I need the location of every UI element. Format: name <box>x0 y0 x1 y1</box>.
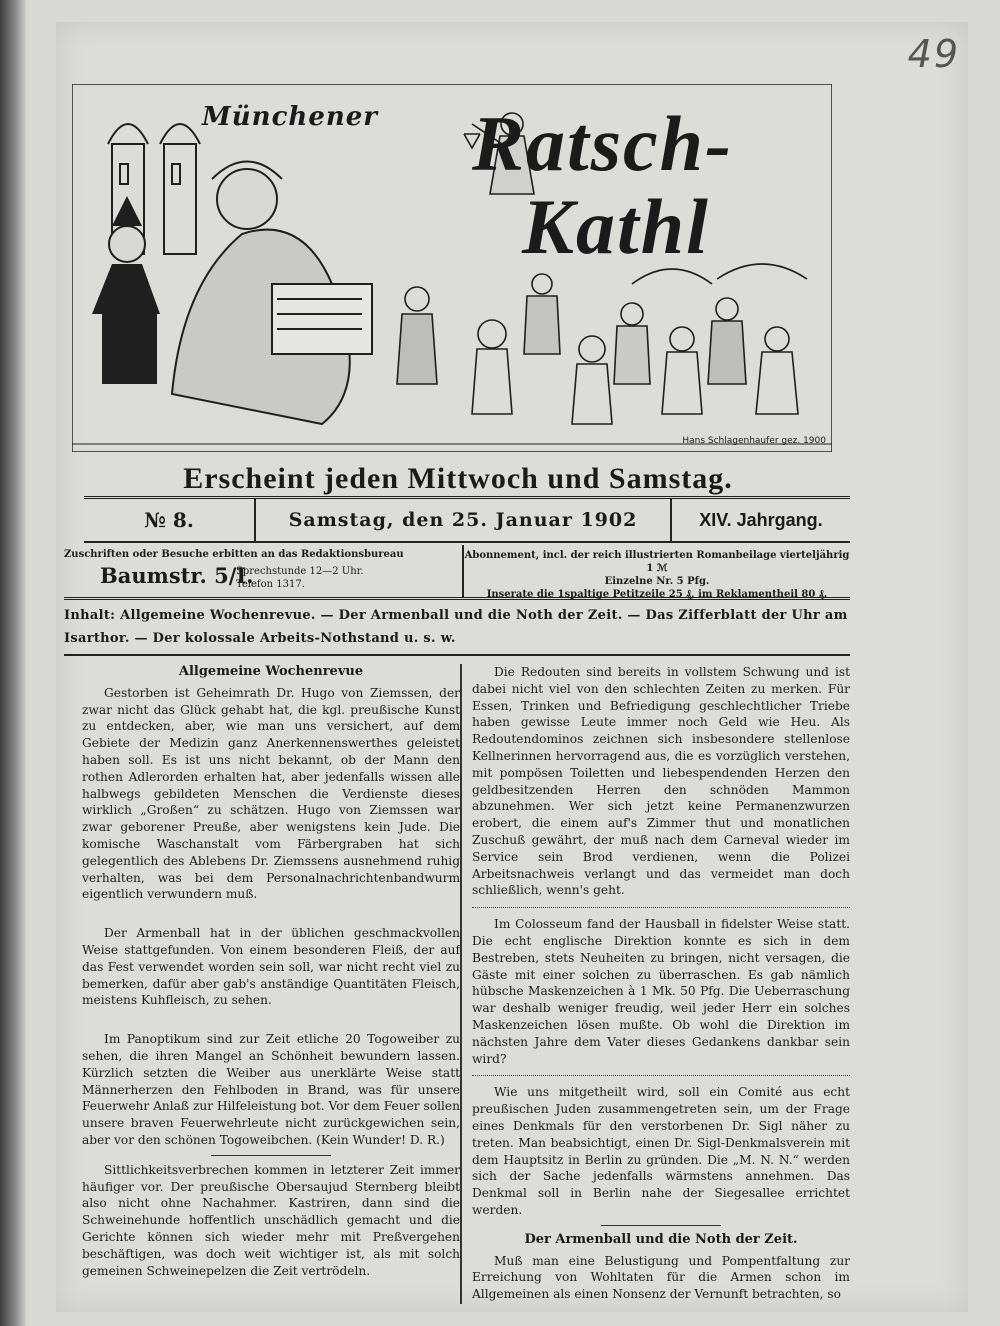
masthead-kicker: Münchener <box>202 102 379 132</box>
masthead-credit: Hans Schlagenhaufer gez. 1900 <box>682 436 826 446</box>
office-hours <box>236 565 364 591</box>
issue-date: Samstag, den 25. Januar 1902 <box>256 499 672 541</box>
section-rule <box>211 1155 331 1156</box>
issue-bar <box>84 496 850 543</box>
advertising-rates: Inserate die 1spaltige Petitzeile 25 ₰, im Reklamentheil 80 ₰. <box>486 589 828 600</box>
table-of-contents: Inhalt: Allgemeine Wochenrevue. — Der Armenball und die Noth der Zeit. — Das Zifferblatt der Uhr am Isarthor. — Der kolossale Arbeits-Nothstand u. s. w. <box>64 608 848 646</box>
paragraph: Die Redouten sind bereits in vollstem Schwung und ist dabei nicht viel von den schlechten Zeiten zu merken. Für Essen, Trinken und Befriedigung geschlechtlicher Triebe haben gewisse Leute immer noch Geld wie Heu. Als Redoutendominos zeichnen sich insbesondere stellenlose Kellnerinnen hervorragend aus, die es vorzüglich verstehen, mit pompösen Toiletten und liebespendenden Herzen den geldbesitzenden Herren den schnöden Mammon abzunehmen. Wer sich jetzt keine Permanenzwurzen erobert, die einem auf's Zimmer thut und monatlichen Zuschuß gewährt, der muß nach dem Carneval wieder im Service sein Brod verdienen, wenn die Polizei Arbeitsnachweis verlangt und das vermeidet man doch schließlich, wenn's geht. <box>472 665 850 898</box>
column-divider <box>460 664 462 1304</box>
editorial-contact <box>64 545 464 597</box>
paragraph: Der Armenball hat in der üblichen geschmackvollen Weise stattgefunden. Von einem besonderen Fleiß, der auf das Fest verwendet worden sein soll, war nicht recht viel zu bemerken, dafür aber gab's anständige Quantitäten Fleisch, meistens Kuhfleisch, zu sehen. <box>82 926 460 1008</box>
spacer <box>82 1009 460 1031</box>
paragraph: Sittlichkeitsverbrechen kommen in letzterer Zeit immer häufiger vor. Der preußische Obersaujud Sternberg bleibt also nicht ohne Nachahmer. Kastriren, dann sind die Schweinehunde hoffentlich unschädlich gemacht und die Gerichte können sich wieder mehr mit Preßvergehen beschäftigen, was doch weit wichtiger ist, als mit solch gemeinen Schweinepelzen die Zeit vertrödeln. <box>82 1162 460 1278</box>
subscription-info <box>464 545 850 600</box>
issue-volume: XIV. Jahrgang. <box>699 509 823 530</box>
section-rule <box>472 907 850 908</box>
toc-divider <box>64 654 850 656</box>
section-rule <box>601 1225 721 1226</box>
handwritten-page-number: 49 <box>907 32 960 76</box>
scan-binding-edge <box>0 0 26 1326</box>
subscription-price: Abonnement, incl. der reich illustrierten Romanbeilage vierteljährig 1 ℳ <box>464 550 850 574</box>
paragraph: Im Colosseum fand der Hausball in fidelster Weise statt. Die echt englische Direktion konnte es sich in dem Bestreben, stets Neuheiten zu bringen, nicht versagen, die Gäste mit einer solchen zu überraschen. Es gab nämlich hübsche Maskenzeichen à 1 Mk. 50 Pfg. Die Ueberraschung war deshalb weniger freudig, weil jeder Herr ein solches Maskenzeichen lösen mußte. Ob wohl die Direktion im nächsten Jahre dem Vater dieses Gedankens dankbar sein wird? <box>472 917 850 1066</box>
contact-line: Zuschriften oder Besuche erbitten an das Redaktionsbureau <box>64 549 404 560</box>
single-issue-price: Einzelne Nr. 5 Pfg. <box>604 576 710 587</box>
office-hours-text: Sprechstunde 12—2 Uhr. <box>236 566 364 577</box>
article-heading-wochenrevue: Allgemeine Wochenrevue <box>178 664 364 679</box>
paragraph: Gestorben ist Geheimrath Dr. Hugo von Ziemssen, der zwar nicht das Glück gehabt hat, die kgl. preußische Kunst zu entdecken, aber, wie man uns versichert, auf dem Gebiete der Medizin ganz Anerkennenswerthes geleistet haben soll. Es ist uns nicht bekannt, ob der Mann den rothen Adlerorden erhalten hat, aber jedenfalls wissen alle halbwegs gebildeten Menschen die Verdienste dieses wirklich „Großen“ zu schätzen. Hugo von Ziemssen war zwar geborener Preuße, aber wenigstens kein Jude. Die komische Waschanstalt vom Färbergraben hat sich gelegentlich des Ablebens Dr. Ziemssens ausnehmend ruhig verhalten, was bei dem Personalnachrichtenbandwurm eigentlich verwundern muß. <box>82 685 460 902</box>
paragraph: Muß man eine Belustigung und Pompentfaltung zur Erreichung von Wohltaten für die Armen schon im Allgemeinen als einen Nonsenz der Vernunft betrachten, so <box>472 1253 850 1302</box>
paragraph: Im Panoptikum sind zur Zeit etliche 20 Togoweiber zu sehen, die ihren Mangel an Schönheit bewundern lassen. Kürzlich setzten die Weiber aus unerklärte Weise statt Männerherzen den Fehlboden in Brand, was für unsere Feuerwehr Anlaß zur Hilfeleistung bot. Vor dem Feuer sollen unsere braven Feuerwehrleute nicht zurückgewichen sein, aber vor den schönen Togoweibchen. (Kein Wunder! D. R.) <box>82 1032 460 1147</box>
office-address: Baumstr. 5/I. <box>100 563 254 588</box>
paragraph: Wie uns mitgetheilt wird, soll ein Comité aus echt preußischen Juden zusammengetreten sein, um der Frage eines Denkmals für den verstorbenen Dr. Sigl näher zu treten. Man beabsichtigt, einen Dr. Sigl-Denkmalsverein mit dem Hauptsitz in Berlin zu gründen. Die „M. N. N.“ werden sich der Sache jedenfalls wärmstens annehmen. Das Denkmal soll in Berlin nahe der Siegesallee errichtet werden. <box>472 1085 850 1217</box>
masthead <box>72 64 832 454</box>
section-rule <box>472 1075 850 1076</box>
masthead-title-line2: Kathl <box>522 183 710 270</box>
left-column <box>82 664 460 1279</box>
issue-number: № 8. <box>84 499 256 541</box>
right-column <box>472 664 850 1303</box>
office-phone: Telefon 1317. <box>236 579 305 590</box>
spacer <box>82 903 460 925</box>
masthead-subtitle: Erscheint jeden Mittwoch und Samstag. <box>183 462 733 495</box>
masthead-title-line1: Ratsch- <box>472 100 734 187</box>
info-bar <box>64 545 850 600</box>
article-heading-armenball: Der Armenball und die Noth der Zeit. <box>524 1231 798 1247</box>
